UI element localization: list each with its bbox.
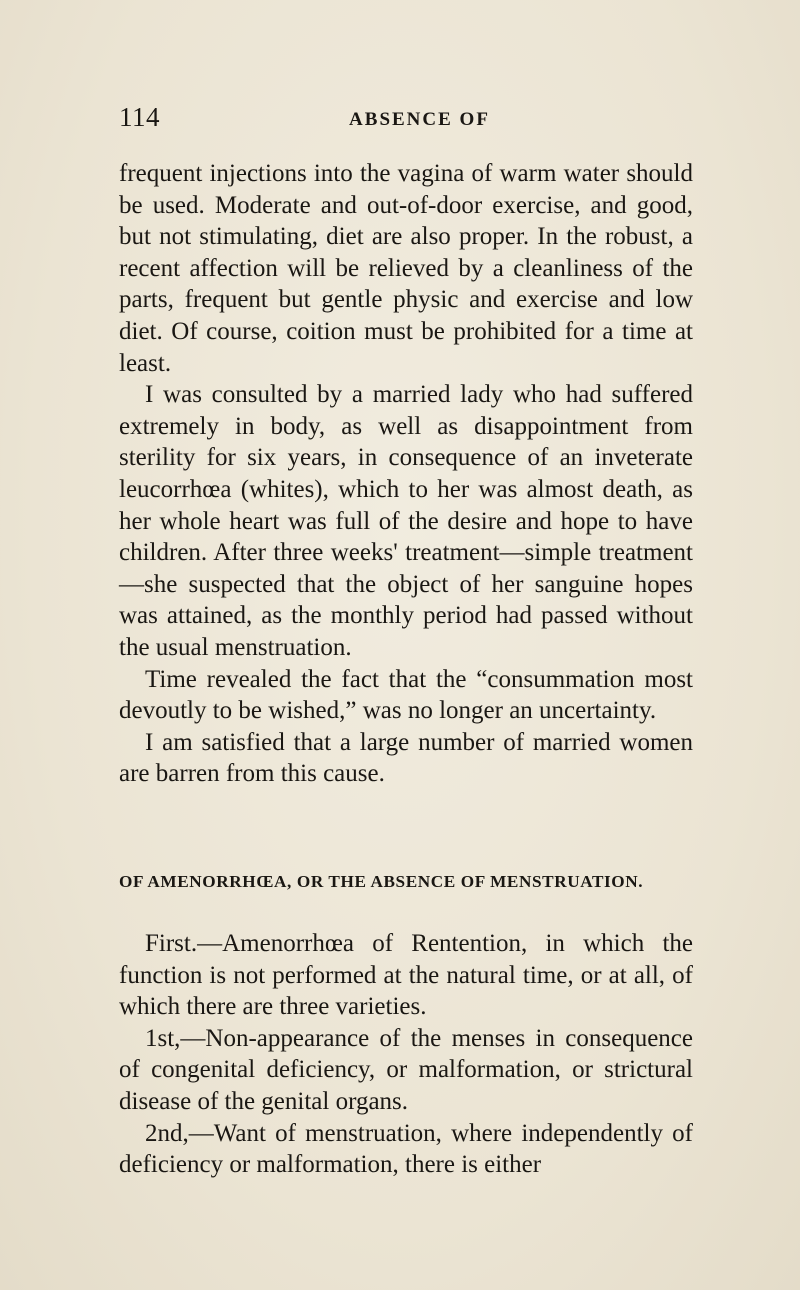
page-number: 114 [119,102,160,132]
body-text-lower [119,928,693,1181]
section-heading: OF AMENORRHŒA, OR THE ABSENCE OF MENSTRUATION. [119,872,644,891]
body-text-upper [119,158,693,790]
paragraph-variety-2: 2nd,—Want of menstruation, where independently of deficiency or malformation, there is either [119,1119,693,1179]
paragraph-variety-1: 1st,—Non-appearance of the menses in consequence of congenital deficiency, or malformation, or strictural disease of the genital organs. [119,1024,693,1115]
paragraph-case-report: I was consulted by a married lady who had suffered extremely in body, as well as disappointment from sterility for six years, in consequence of an inveterate leucorrhœa (whites), which to her was almost death, as her whole heart was full of the desire and hope to have children. After three weeks' treatment—simple treatment—she suspected that the object of her sanguine hopes was attained, as the monthly period had passed without the usual menstruation. [119,381,693,661]
running-head-title: ABSENCE OF [349,109,490,130]
paragraph-continued: frequent injections into the vagina of warm water should be used. Moderate and out-of-door exercise, and good, but not stimulating, diet are also proper. In the robust, a recent affection will be relieved by a cleanliness of the parts, frequent but gentle physic and exercise and low diet. Of course, coition must be prohibited for a time at least. [119,160,693,377]
paragraph-outcome: Time revealed the fact that the “consummation most devoutly to be wished,” was no longer an uncertainty. [119,665,693,725]
paragraph-conclusion: I am satisfied that a large number of married women are barren from this cause. [119,728,693,788]
paragraph-first: First.—Amenorrhœa of Rentention, in which the function is not performed at the natural time, or at all, of which there are three varieties. [119,930,693,1021]
running-head [119,100,690,134]
